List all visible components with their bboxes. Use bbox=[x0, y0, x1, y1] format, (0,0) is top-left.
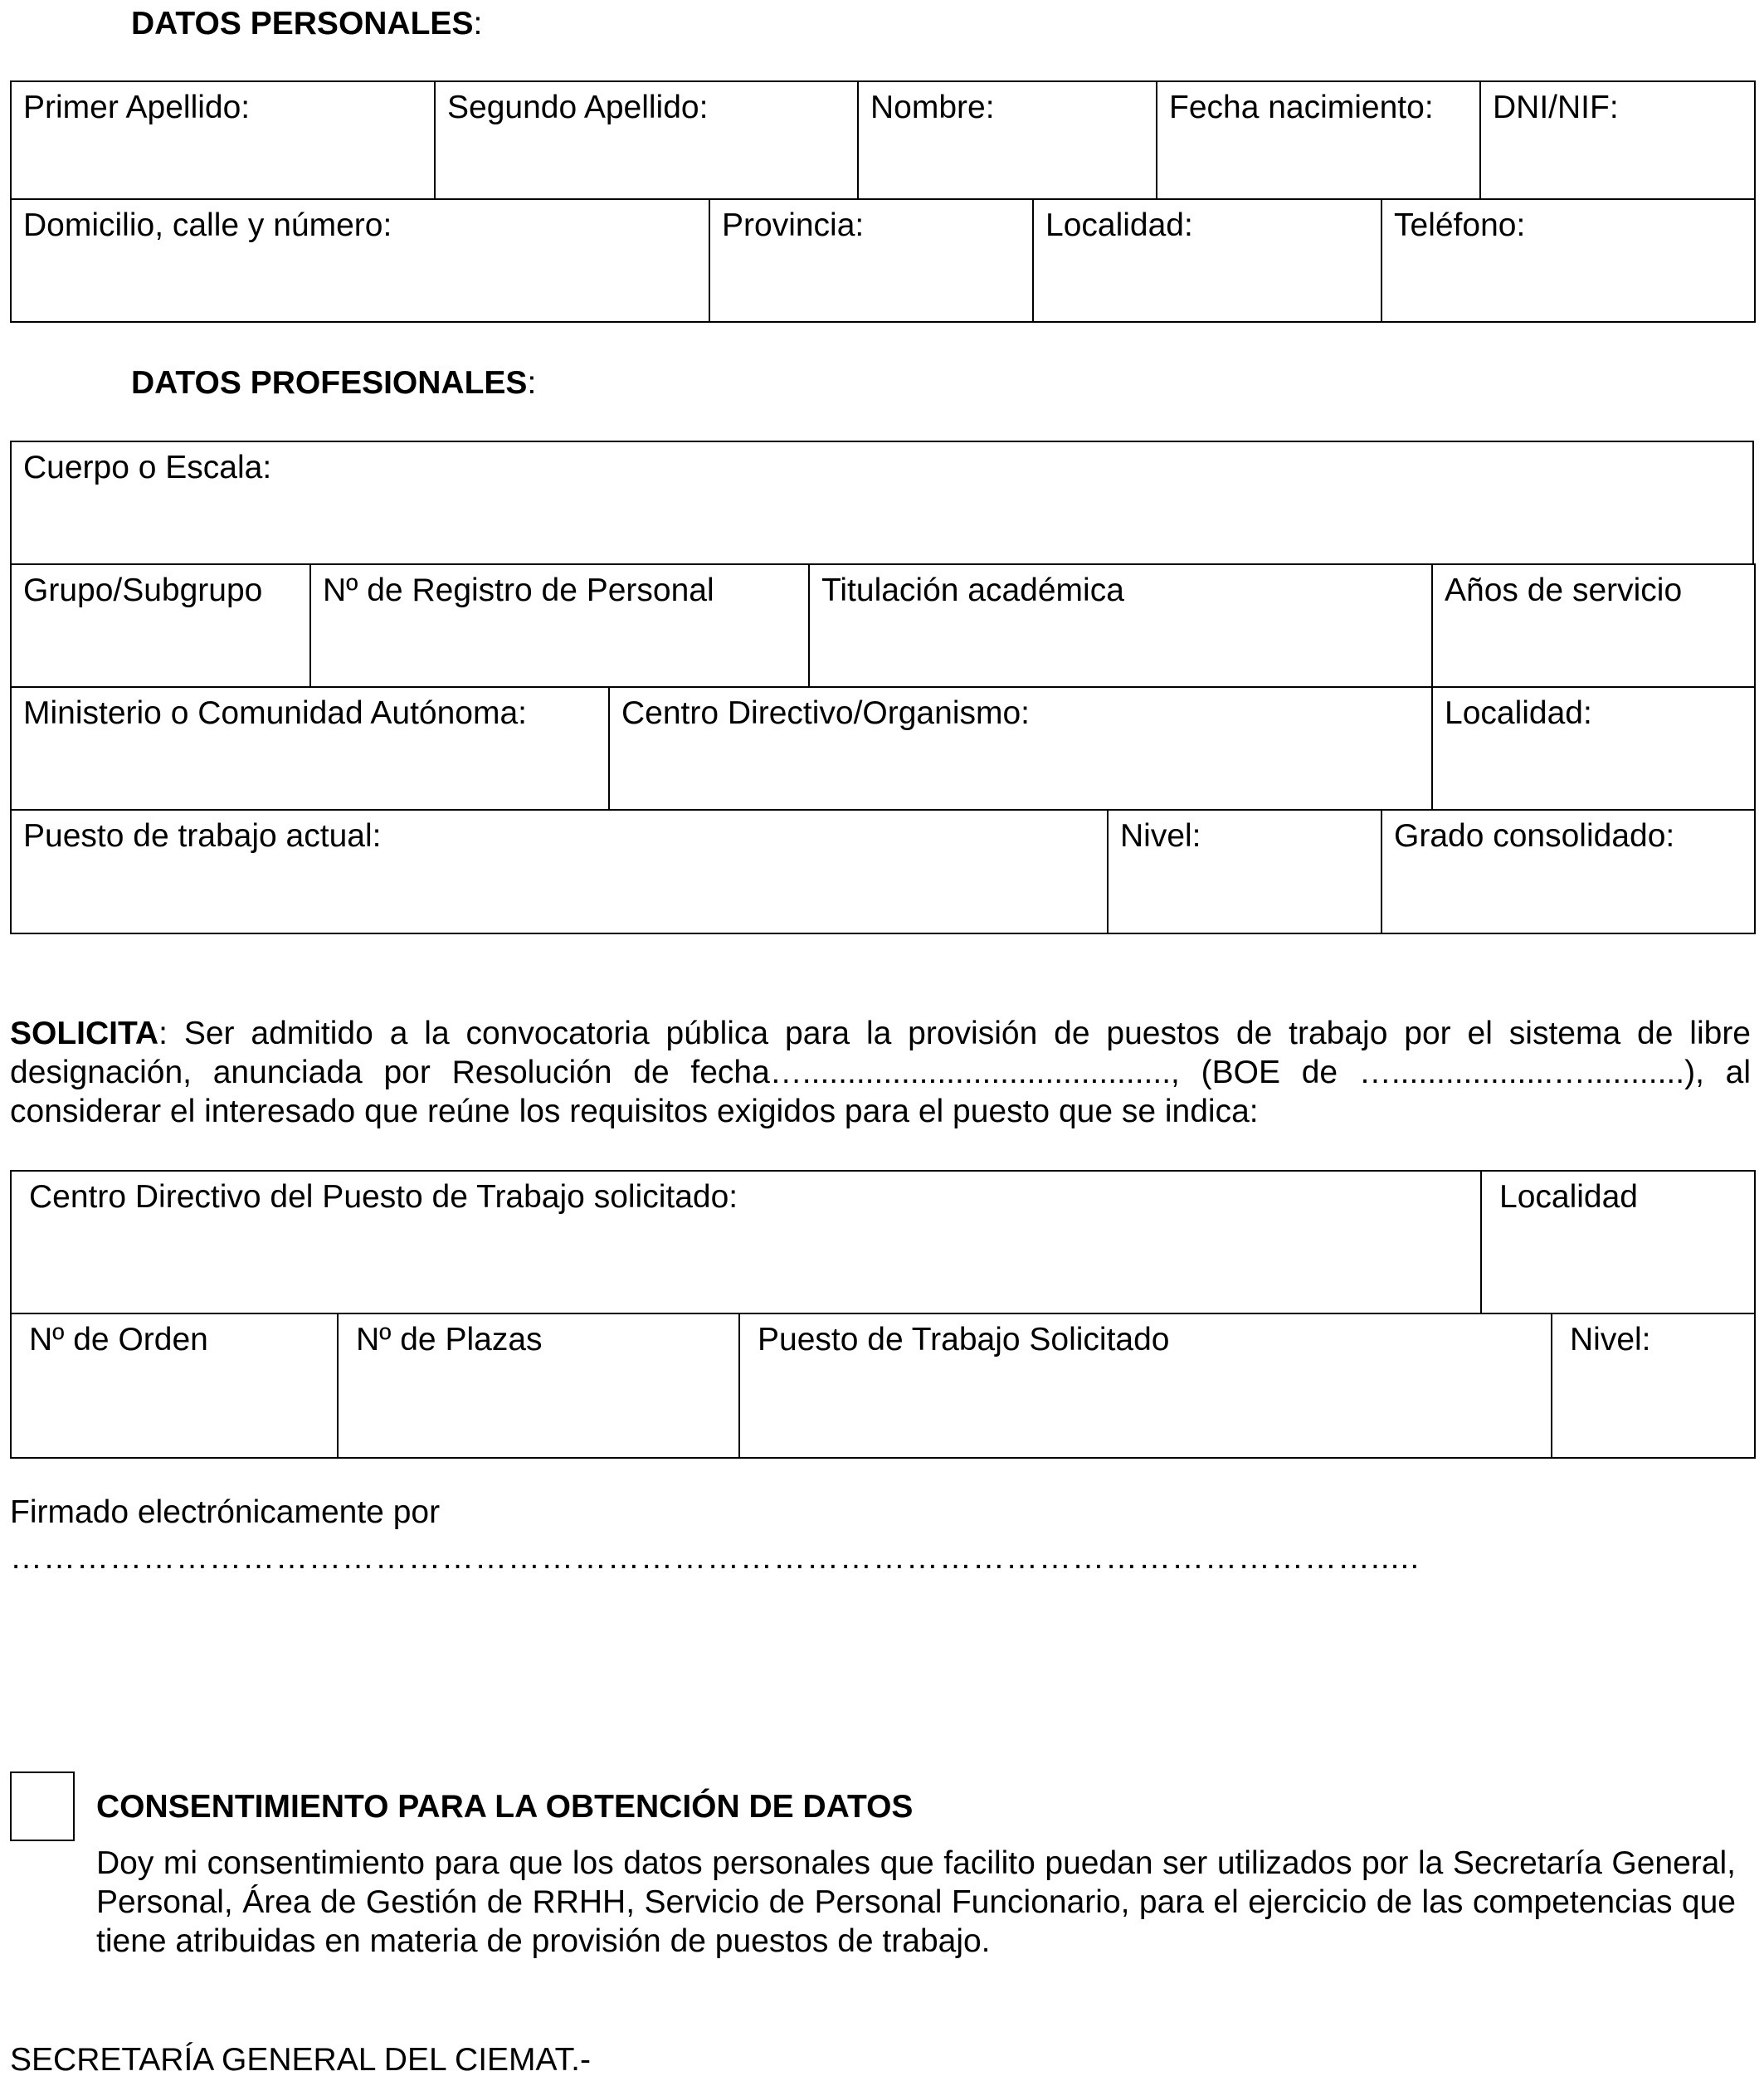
field-anos-servicio[interactable]: Años de servicio bbox=[1432, 564, 1755, 687]
professional-row-2 bbox=[10, 563, 1756, 688]
field-fecha-nacimiento[interactable]: Fecha nacimiento: bbox=[1157, 81, 1480, 199]
consent-title: CONSENTIMIENTO PARA LA OBTENCIÓN DE DATOS bbox=[96, 1789, 914, 1825]
field-titulacion[interactable]: Titulación académica bbox=[809, 564, 1432, 687]
field-segundo-apellido[interactable]: Segundo Apellido: bbox=[435, 81, 858, 199]
field-puesto-actual[interactable]: Puesto de trabajo actual: bbox=[11, 810, 1108, 933]
field-domicilio[interactable]: Domicilio, calle y número: bbox=[11, 199, 709, 322]
footer-text: SECRETARÍA GENERAL DEL CIEMAT.- bbox=[10, 2042, 591, 2078]
professional-data-heading bbox=[131, 364, 536, 403]
field-registro-personal[interactable]: Nº de Registro de Personal bbox=[310, 564, 809, 687]
field-centro-directivo-solicitado[interactable]: Centro Directivo del Puesto de Trabajo solicitado: bbox=[11, 1171, 1481, 1313]
field-nombre[interactable]: Nombre: bbox=[858, 81, 1157, 199]
professional-row-3 bbox=[10, 686, 1756, 811]
field-telefono[interactable]: Teléfono: bbox=[1381, 199, 1755, 322]
personal-heading-text: DATOS PERSONALES bbox=[131, 6, 474, 41]
professional-row-1 bbox=[10, 441, 1754, 565]
field-grupo-subgrupo[interactable]: Grupo/Subgrupo bbox=[11, 564, 310, 687]
consent-text: Doy mi consentimiento para que los datos personales que facilito puedan ser utilizados por la Secretaría General, Personal, Área de Gestión de RRHH, Servicio de Personal Funcionario, para el ejercicio de las competencias que tiene atribuidas en materia de provisión de puestos de trabajo. bbox=[96, 1845, 1736, 1959]
personal-heading-colon: : bbox=[473, 6, 483, 41]
field-nivel-solicitado[interactable]: Nivel: bbox=[1552, 1313, 1755, 1458]
field-nivel[interactable]: Nivel: bbox=[1108, 810, 1381, 933]
personal-data-table bbox=[10, 80, 1756, 200]
professional-heading-text: DATOS PROFESIONALES bbox=[131, 365, 528, 401]
field-localidad[interactable]: Localidad: bbox=[1033, 199, 1381, 322]
solicita-text: : Ser admitido a la convocatoria pública para la provisión de puestos de trabajo por el sistema de libre designación, anunciada por Resolución de fecha…........................................., (BOE de …..................…...........), al considerar el interesado que reúne los requisitos exigidos para el puesto que se indica: bbox=[10, 1016, 1751, 1129]
signature-label: Firmado electrónicamente por bbox=[10, 1494, 441, 1530]
field-localidad-solicitada[interactable]: Localidad bbox=[1481, 1171, 1755, 1313]
personal-data-heading bbox=[131, 5, 482, 44]
request-row-1 bbox=[10, 1170, 1756, 1314]
field-numero-orden[interactable]: Nº de Orden bbox=[11, 1313, 338, 1458]
solicita-paragraph bbox=[10, 1014, 1751, 1131]
solicita-label: SOLICITA bbox=[10, 1016, 159, 1051]
personal-data-table-row2 bbox=[10, 198, 1756, 323]
field-cuerpo-escala[interactable]: Cuerpo o Escala: bbox=[11, 441, 1753, 564]
field-centro-directivo[interactable]: Centro Directivo/Organismo: bbox=[609, 687, 1432, 810]
field-puesto-solicitado[interactable]: Puesto de Trabajo Solicitado bbox=[739, 1313, 1552, 1458]
consent-checkbox[interactable] bbox=[10, 1772, 75, 1841]
field-numero-plazas[interactable]: Nº de Plazas bbox=[338, 1313, 739, 1458]
field-grado-consolidado[interactable]: Grado consolidado: bbox=[1381, 810, 1755, 933]
request-row-2 bbox=[10, 1313, 1756, 1459]
signature-line[interactable]: ……………………………………………………………………………………………………………..... bbox=[10, 1540, 1420, 1576]
field-ministerio[interactable]: Ministerio o Comunidad Autónoma: bbox=[11, 687, 609, 810]
field-primer-apellido[interactable]: Primer Apellido: bbox=[11, 81, 435, 199]
field-provincia[interactable]: Provincia: bbox=[709, 199, 1033, 322]
professional-row-4 bbox=[10, 809, 1756, 934]
field-dni-nif[interactable]: DNI/NIF: bbox=[1480, 81, 1755, 199]
professional-heading-colon: : bbox=[527, 365, 537, 401]
field-localidad-prof[interactable]: Localidad: bbox=[1432, 687, 1755, 810]
